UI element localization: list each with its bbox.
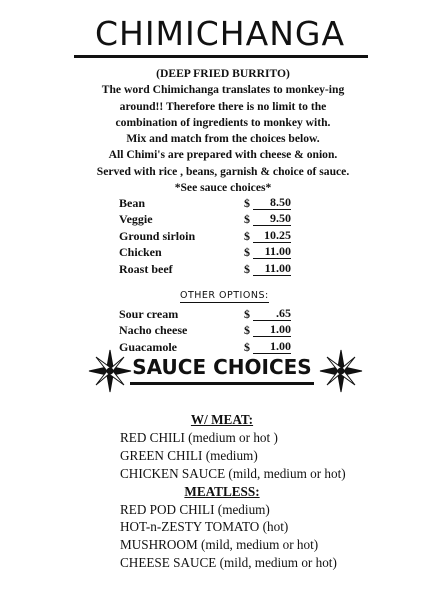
sauce-item: CHEESE SAUCE (mild, medium or hot)	[120, 555, 337, 571]
star-icon	[318, 348, 364, 394]
other-options-list	[119, 306, 319, 355]
item-price: 1.00	[253, 322, 291, 337]
item-price: 10.25	[253, 228, 291, 243]
sauce-item: RED POD CHILI (medium)	[120, 501, 270, 517]
item-name: Veggie	[119, 212, 153, 227]
price-row	[119, 261, 319, 277]
item-price: 9.50	[253, 211, 291, 226]
meat-sauces-heading	[120, 411, 324, 429]
currency-symbol: $	[244, 228, 250, 243]
currency-symbol: $	[244, 307, 250, 321]
item-name: Bean	[119, 196, 146, 210]
item-price: .65	[253, 306, 291, 321]
price-row	[119, 306, 319, 322]
sauce-item: MUSHROOM (mild, medium or hot)	[120, 537, 319, 553]
intro-line: All Chimi's are prepared with cheese & onion.	[108, 148, 338, 162]
title-block	[70, 14, 370, 54]
price-row	[119, 322, 319, 338]
price-row	[119, 228, 319, 244]
currency-symbol: $	[244, 261, 250, 276]
intro-line: *See sauce choices*	[174, 181, 272, 195]
intro-line: Served with rice , beans, garnish & choice of sauce.	[96, 164, 350, 178]
item-name: Guacamole	[119, 339, 177, 354]
price-row	[119, 195, 319, 211]
intro-line: (DEEP FRIED BURRITO)	[156, 67, 290, 80]
intro-text	[60, 66, 386, 196]
intro-line: around!! Therefore there is no limit to the	[119, 99, 327, 113]
currency-symbol: $	[244, 212, 250, 227]
meat-label: W/ MEAT:	[190, 412, 254, 427]
item-name: Sour cream	[119, 307, 179, 321]
menu-title: CHIMICHANGA	[94, 14, 346, 53]
price-row	[119, 244, 319, 260]
item-name: Ground sirloin	[119, 228, 196, 243]
item-name: Nacho cheese	[119, 323, 188, 338]
item-price: 11.00	[253, 261, 291, 276]
item-name: Chicken	[119, 245, 162, 260]
item-price: 11.00	[253, 244, 291, 259]
price-row	[119, 211, 319, 227]
item-name: Roast beef	[119, 261, 173, 276]
title-underline	[74, 55, 368, 58]
sauce-heading-underline	[130, 382, 314, 385]
intro-line: combination of ingredients to monkey with.	[115, 115, 331, 129]
sauce-item: HOT-n-ZESTY TOMATO (hot)	[120, 519, 289, 535]
currency-symbol: $	[244, 339, 250, 354]
currency-symbol: $	[244, 323, 250, 338]
currency-symbol: $	[244, 196, 250, 210]
meatless-label: MEATLESS:	[184, 483, 260, 499]
sauce-heading: SAUCE CHOICES	[132, 355, 312, 379]
intro-line: Mix and match from the choices below.	[126, 132, 320, 146]
sauce-list	[120, 411, 420, 572]
sauce-item: GREEN CHILI (medium)	[120, 447, 258, 463]
item-price: 1.00	[253, 339, 291, 354]
item-price: 8.50	[253, 195, 291, 210]
other-options-label: OTHER OPTIONS:	[180, 290, 269, 301]
sauce-item: RED CHILI (medium or hot )	[120, 429, 278, 445]
filling-price-list	[119, 195, 319, 277]
sauce-item: CHICKEN SAUCE (mild, medium or hot)	[120, 465, 346, 481]
meatless-sauces-heading	[120, 483, 324, 501]
currency-symbol: $	[244, 245, 250, 260]
intro-line: The word Chimichanga translates to monkey-ing	[101, 83, 345, 97]
